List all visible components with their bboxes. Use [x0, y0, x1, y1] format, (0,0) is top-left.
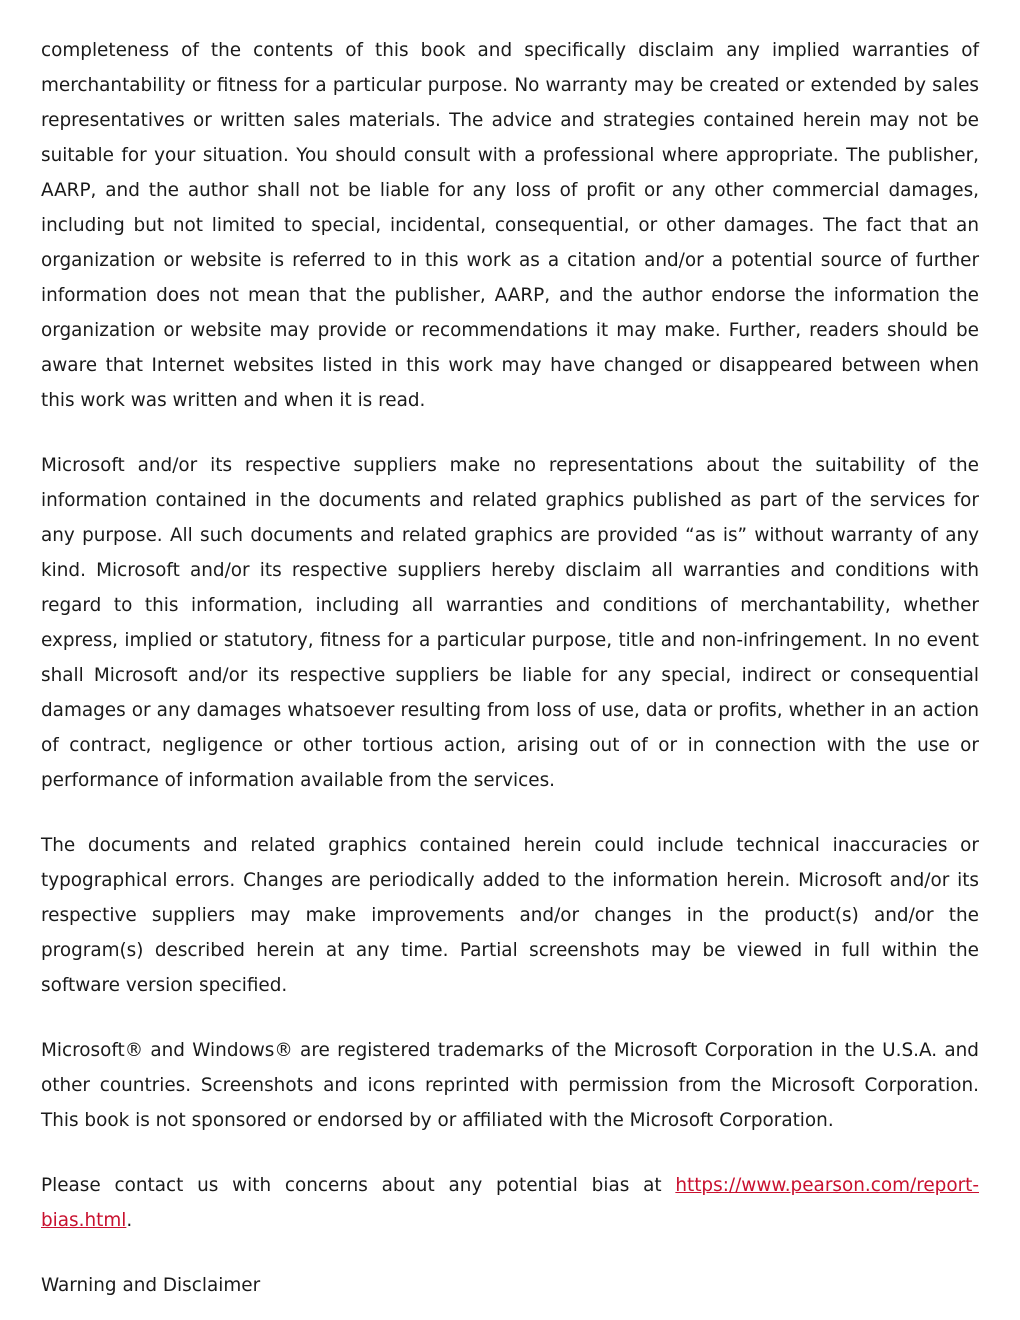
microsoft-representations-paragraph: Microsoft and/or its respective suppliers make no representations about the suitability of the information contained in the documents and related graphics published as part of the services for any purpose. All such documents and related graphics are provided “as is” without warranty of any kind. Microsoft and/or its respective suppliers hereby disclaim all warranties and conditions with regard to this information, including all warranties and conditions of merchantability, whether express, implied or statutory, fitness for a particular purpose, title and non-infringement. In no event shall Microsoft and/or its respective suppliers be liable for any special, indirect or consequential damages or any damages whatsoever resulting from loss of use, data or profits, whether in an action of contract, negligence or other tortious action, arising out of or in connection with the use or performance of information available from the services. — [41, 455, 979, 791]
section-heading: Warning and Disclaimer — [41, 1275, 261, 1296]
contact-text: Please contact us with concerns about any potential bias at — [41, 1175, 676, 1196]
document-page — [41, 33, 979, 1303]
report-bias-link[interactable]: https://www.pearson.com/report-bias.html — [41, 1175, 979, 1231]
technical-inaccuracies-paragraph: The documents and related graphics contained herein could include technical inaccuracies or typographical errors. Changes are periodically added to the information herein. Microsoft and/or its respective suppliers may make improvements and/or changes in the product(s) and/or the program(s) described herein at any time. Partial screenshots may be viewed in full within the software version specified. — [41, 835, 979, 996]
disclaimer-paragraph-1: completeness of the contents of this book and specifically disclaim any implied warranties of merchantability or fitness for a particular purpose. No warranty may be created or extended by sales representatives or written sales materials. The advice and strategies contained herein may not be suitable for your situation. You should consult with a professional where appropriate. The publisher, AARP, and the author shall not be liable for any loss of profit or any other commercial damages, including but not limited to special, incidental, consequential, or other damages. The fact that an organization or website is referred to in this work as a citation and/or a potential source of further information does not mean that the publisher, AARP, and the author endorse the information the organization or website may provide or recommendations it may make. Further, readers should be aware that Internet websites listed in this work may have changed or disappeared between when this work was written and when it is read. — [41, 40, 979, 411]
trademarks-paragraph: Microsoft® and Windows® are registered trademarks of the Microsoft Corporation in the U.S.A. and other countries. Screenshots and icons reprinted with permission from the Microsoft Corporation. This book is not sponsored or endorsed by or affiliated with the Microsoft Corporation. — [41, 1040, 979, 1131]
contact-suffix: . — [126, 1210, 133, 1231]
contact-paragraph — [41, 1168, 979, 1238]
